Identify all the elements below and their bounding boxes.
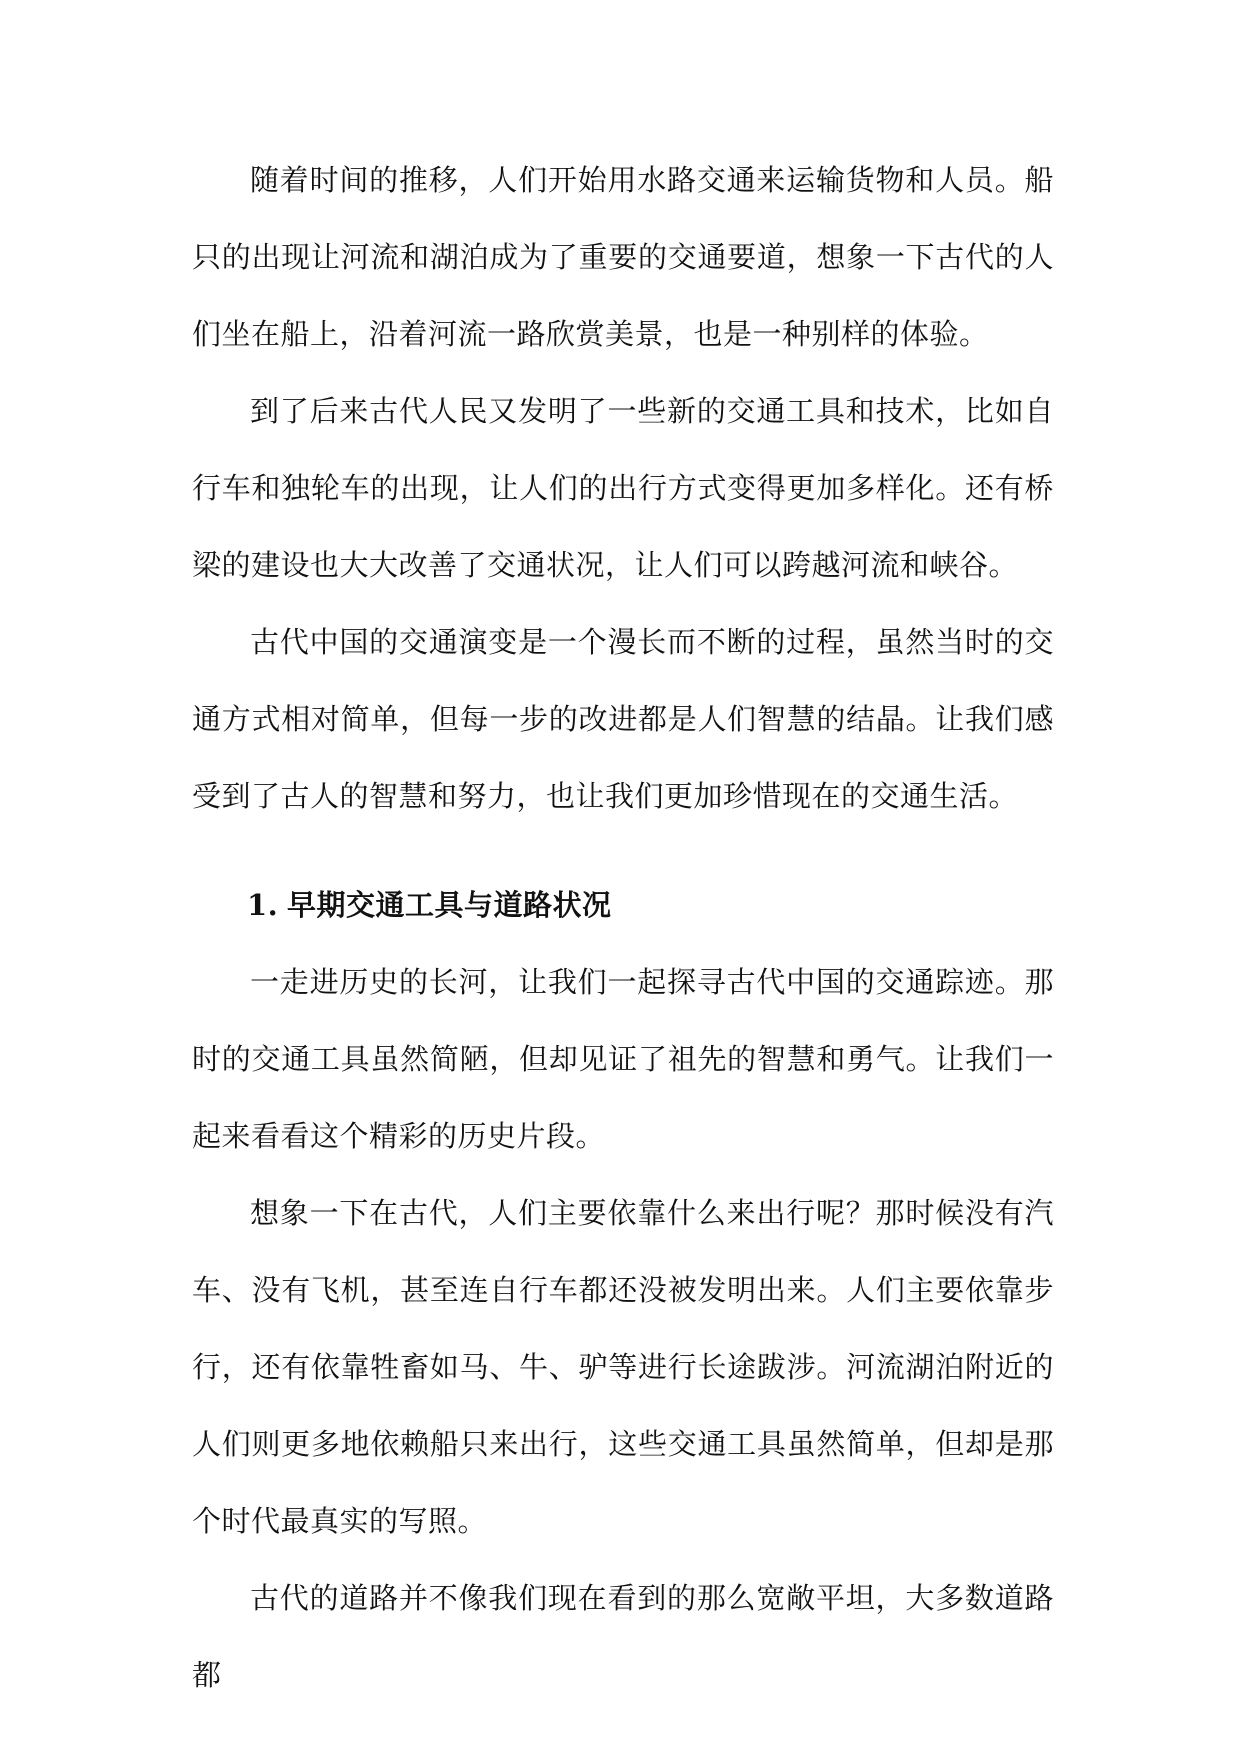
section-number: 1. xyxy=(247,888,279,922)
document-page xyxy=(192,142,1054,1714)
paragraph-waterway-transport: 随着时间的推移，人们开始用水路交通来运输货物和人员。船只的出现让河流和湖泊成为了重要的交通要道，想象一下古代的人们坐在船上，沿着河流一路欣赏美景，也是一种别样的体验。 xyxy=(192,163,1054,351)
paragraph-history-intro: 一走进历史的长河，让我们一起探寻古代中国的交通踪迹。那时的交通工具虽然简陋，但却见证了祖先的智慧和勇气。让我们一起来看看这个精彩的历史片段。 xyxy=(192,965,1054,1153)
section-title: 早期交通工具与道路状况 xyxy=(287,888,612,922)
paragraph-evolution-summary: 古代中国的交通演变是一个漫长而不断的过程，虽然当时的交通方式相对简单，但每一步的改进都是人们智慧的结晶。让我们感受到了古人的智慧和努力，也让我们更加珍惜现在的交通生活。 xyxy=(192,625,1054,813)
paragraph-ancient-roads: 古代的道路并不像我们现在看到的那么宽敞平坦，大多数道路都 xyxy=(192,1581,1054,1692)
section-heading xyxy=(192,867,1054,944)
paragraph-ancient-travel: 想象一下在古代，人们主要依靠什么来出行呢？那时候没有汽车、没有飞机，甚至连自行车都还没被发明出来。人们主要依靠步行，还有依靠牲畜如马、牛、驴等进行长途跋涉。河流湖泊附近的人们则更多地依赖船只来出行，这些交通工具虽然简单，但却是那个时代最真实的写照。 xyxy=(192,1196,1054,1538)
paragraph-new-tools-bridges: 到了后来古代人民又发明了一些新的交通工具和技术，比如自行车和独轮车的出现，让人们的出行方式变得更加多样化。还有桥梁的建设也大大改善了交通状况，让人们可以跨越河流和峡谷。 xyxy=(192,394,1054,582)
